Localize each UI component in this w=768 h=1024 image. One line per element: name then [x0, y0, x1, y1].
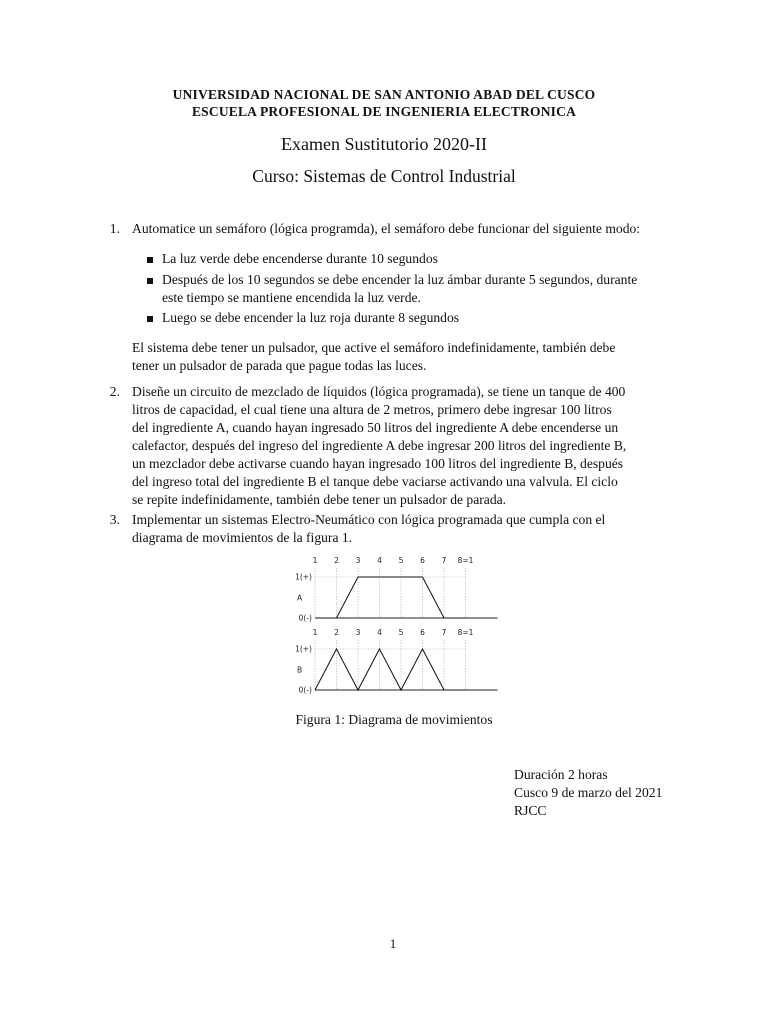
step-label: 6	[420, 556, 425, 565]
paragraph-line: litros de capacidad, el cual tiene una altura de 2 metros, primero debe ingresar 100 litros	[132, 402, 612, 417]
step-label: 8=1	[457, 628, 474, 637]
step-label: 4	[377, 628, 382, 637]
bullet-marker	[147, 257, 153, 263]
paragraph-line: calefactor, después del ingreso del ingrediente A debe ingresar 200 litros del ingrediente B,	[132, 438, 627, 453]
step-label: 4	[377, 556, 382, 565]
step-label: 5	[398, 556, 404, 565]
actuator-label: A	[297, 593, 303, 603]
actuator-label: B	[297, 665, 303, 675]
paragraph-line: un mezclador debe activarse cuando hayan ingresado 100 litros del ingrediente B, después	[132, 456, 624, 471]
step-label: 2	[334, 628, 339, 637]
bullet-text: este tiempo se mantiene encendida la luz verde.	[162, 290, 421, 305]
question-1-bullet-3	[162, 309, 692, 327]
exam-duration: Duración 2 horas	[514, 767, 608, 782]
bullet-marker	[147, 278, 153, 284]
exam-place-date: Cusco 9 de marzo del 2021	[514, 785, 663, 800]
exam-title: Examen Sustitutorio 2020-II	[281, 134, 487, 154]
paragraph-line: Diseñe un circuito de mezclado de líquidos (lógica programada), se tiene un tanque de 400	[132, 384, 626, 399]
bullet-text: Luego se debe encender la luz roja durante 8 segundos	[162, 310, 460, 325]
step-label: 5	[398, 628, 404, 637]
step-label: 8=1	[457, 556, 474, 565]
high-level-label: 1(+)	[295, 572, 312, 582]
paragraph-line: diagrama de movimientos de la figura 1.	[132, 530, 353, 545]
paragraph-line: del ingrediente A, cuando hayan ingresado 50 litros del ingrediente A debe encenderse un	[132, 420, 619, 435]
step-label: 3	[355, 556, 361, 565]
bullet-text: La luz verde debe encenderse durante 10 segundos	[162, 251, 438, 266]
question-1-number: 1.	[109, 221, 120, 236]
question-1-bullet-2	[162, 271, 692, 307]
step-label: 3	[355, 628, 361, 637]
step-label: 7	[441, 628, 447, 637]
question-1-bullet-1	[162, 250, 692, 268]
question-1-after	[132, 339, 692, 375]
high-level-label: 1(+)	[295, 644, 312, 654]
paragraph-line: Implementar un sistemas Electro-Neumático con lógica programada que cumpla con el	[132, 512, 606, 527]
step-label: 7	[441, 556, 447, 565]
motion-diagram-figure	[285, 552, 505, 702]
header-university-block	[0, 86, 768, 120]
step-label: 1	[312, 628, 318, 637]
question-3-text	[132, 511, 692, 547]
question-3-number: 3.	[109, 512, 120, 527]
school-name: ESCUELA PROFESIONAL DE INGENIERIA ELECTRONICA	[191, 104, 577, 119]
exam-author: RJCC	[514, 803, 547, 818]
step-label: 2	[334, 556, 339, 565]
figure-caption: Figura 1: Diagrama de movimientos	[295, 712, 493, 727]
bullet-marker	[147, 316, 153, 322]
bullet-text: Después de los 10 segundos se debe encender la luz ámbar durante 5 segundos, durante	[162, 272, 638, 287]
question-1-text: Automatice un semáforo (lógica programda), el semáforo debe funcionar del siguiente modo:	[132, 221, 641, 236]
low-level-label: 0(-)	[298, 685, 312, 695]
step-label: 6	[420, 628, 425, 637]
paragraph-line: tener un pulsador de parada que pague todas las luces.	[132, 358, 427, 373]
paragraph-line: El sistema debe tener un pulsador, que active el semáforo indefinidamente, también debe	[132, 340, 616, 355]
paragraph-line: del ingreso total del ingrediente B el tanque debe vaciarse activando una valvula. El ciclo	[132, 474, 618, 489]
question-2-number: 2.	[109, 384, 120, 399]
low-level-label: 0(-)	[298, 613, 312, 623]
motion-line-b	[315, 649, 466, 690]
university-name: UNIVERSIDAD NACIONAL DE SAN ANTONIO ABAD DEL CUSCO	[172, 87, 596, 102]
motion-line-a	[315, 577, 466, 618]
question-2-text	[132, 383, 692, 509]
course-name: Curso: Sistemas de Control Industrial	[252, 166, 516, 186]
step-label: 1	[312, 556, 318, 565]
exam-info-block	[514, 766, 734, 820]
paragraph-line: se repite indefinidamente, también debe tener un pulsador de parada.	[132, 492, 507, 507]
page-number: 1	[389, 936, 397, 951]
